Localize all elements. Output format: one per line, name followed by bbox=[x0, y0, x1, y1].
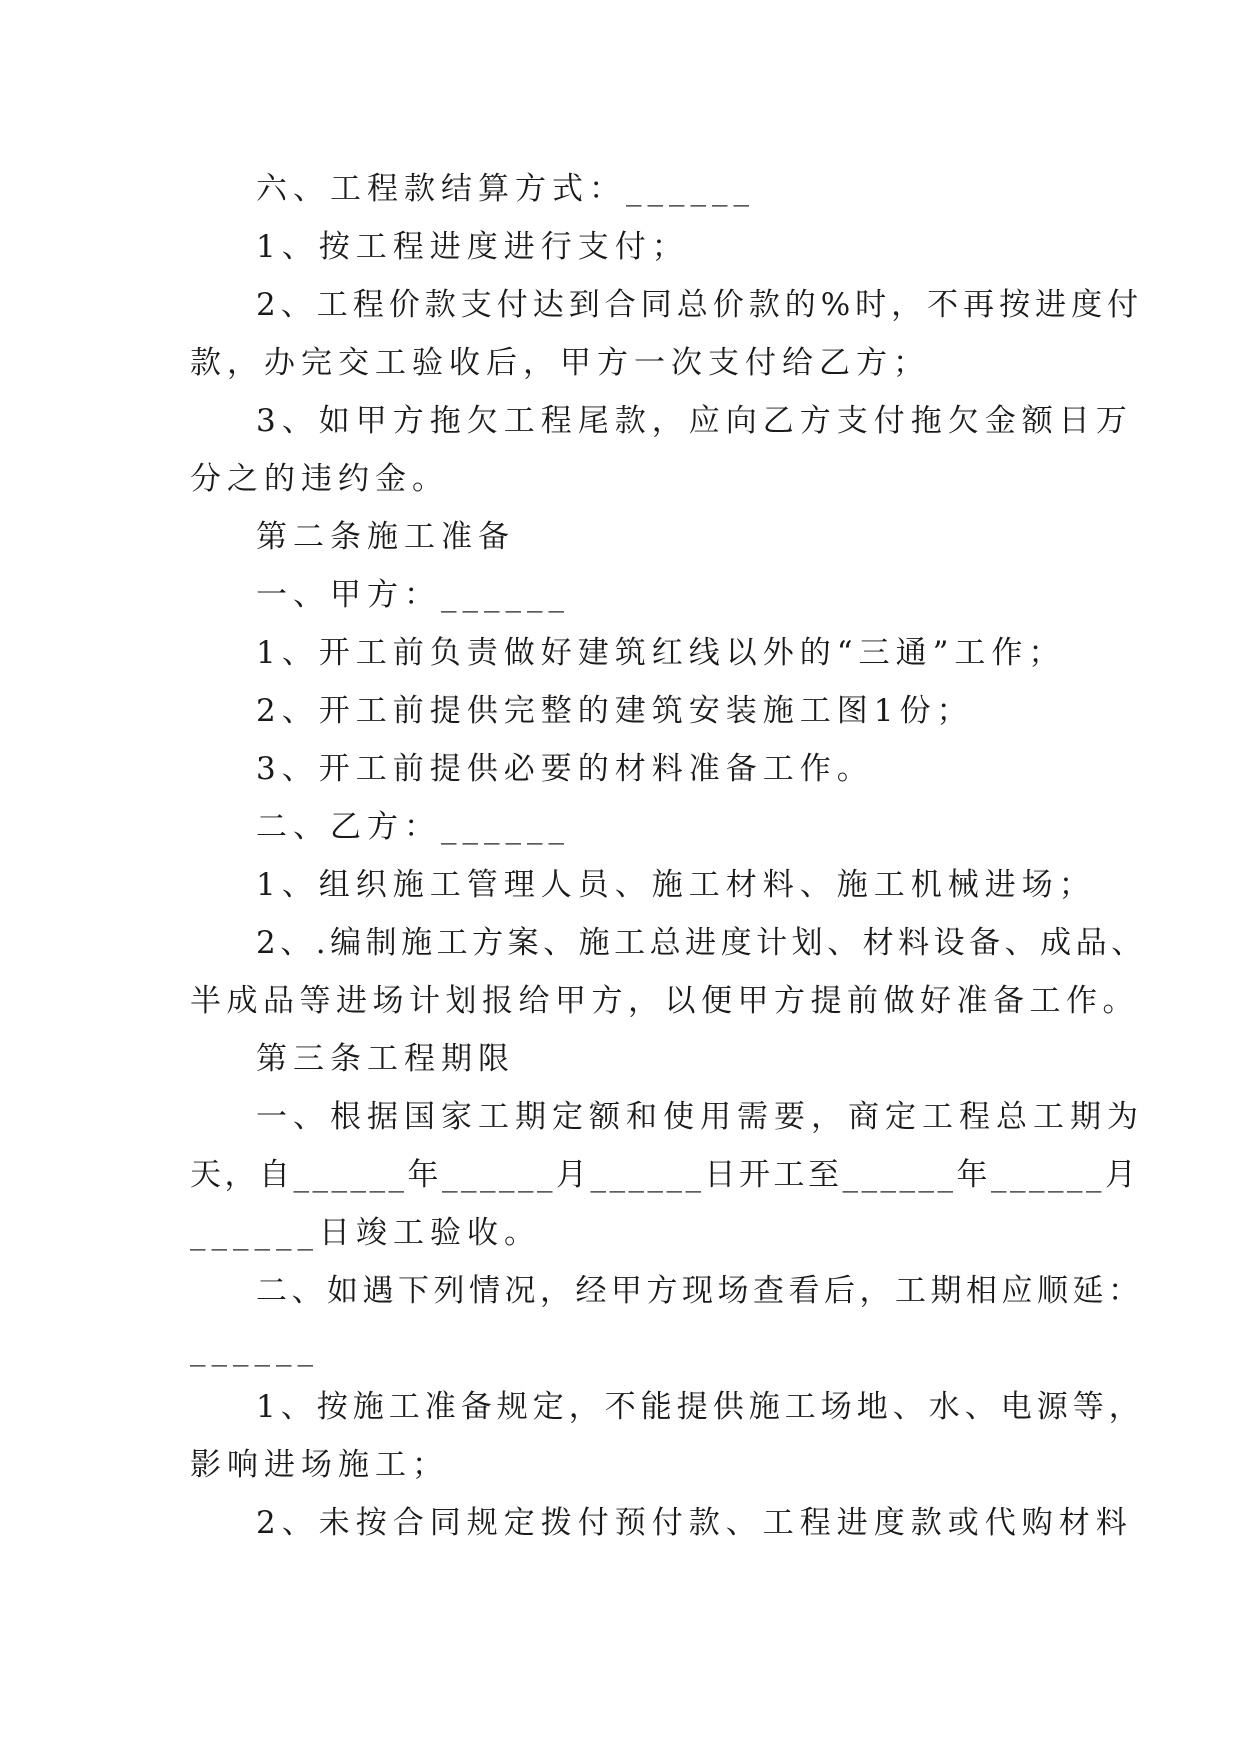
paragraph-line: 款，办完交工验收后，甲方一次支付给乙方； bbox=[190, 345, 930, 381]
paragraph-line: 天，自______年______月______日开工至______年______月 bbox=[190, 1157, 1140, 1193]
paragraph-line: 影响进场施工； bbox=[190, 1447, 449, 1483]
paragraph-line: 1、开工前负责做好建筑红线以外的“三通”工作； bbox=[256, 635, 1066, 671]
section-heading-payment-method: 六、工程款结算方式：______ bbox=[256, 171, 755, 207]
paragraph-line: 1、按工程进度进行支付； bbox=[256, 229, 689, 265]
paragraph-line: 一、根据国家工期定额和使用需要，商定工程总工期为 bbox=[256, 1099, 1144, 1135]
paragraph-line: 2、工程价款支付达到合同总价款的%时，不再按进度付 bbox=[256, 287, 1144, 323]
paragraph-line: 分之的违约金。 bbox=[190, 461, 449, 497]
paragraph-line: 1、组织施工管理人员、施工材料、施工机械进场； bbox=[256, 867, 1096, 903]
paragraph-line: 3、如甲方拖欠工程尾款，应向乙方支付拖欠金额日万 bbox=[256, 403, 1133, 439]
paragraph-line: 2、开工前提供完整的建筑安装施工图1份； bbox=[256, 693, 974, 729]
paragraph-line: 2、.编制施工方案、施工总进度计划、材料设备、成品、 bbox=[256, 925, 1147, 961]
section-heading-party-b: 二、乙方：______ bbox=[256, 809, 570, 845]
article-heading-project-period: 第三条工程期限 bbox=[256, 1041, 515, 1077]
paragraph-line: ______ bbox=[190, 1331, 319, 1367]
paragraph-line: ______日竣工验收。 bbox=[190, 1215, 541, 1251]
paragraph-line: 半成品等进场计划报给甲方，以便甲方提前做好准备工作。 bbox=[190, 983, 1139, 1019]
paragraph-line: 二、如遇下列情况，经甲方现场查看后，工期相应顺延： bbox=[256, 1273, 1144, 1309]
article-heading-construction-prep: 第二条施工准备 bbox=[256, 519, 515, 555]
paragraph-line: 3、开工前提供必要的材料准备工作。 bbox=[256, 751, 874, 787]
section-heading-party-a: 一、甲方：______ bbox=[256, 577, 570, 613]
paragraph-line: 2、未按合同规定拨付预付款、工程进度款或代购材料 bbox=[256, 1505, 1133, 1541]
paragraph-line: 1、按施工准备规定，不能提供施工场地、水、电源等， bbox=[256, 1389, 1145, 1425]
